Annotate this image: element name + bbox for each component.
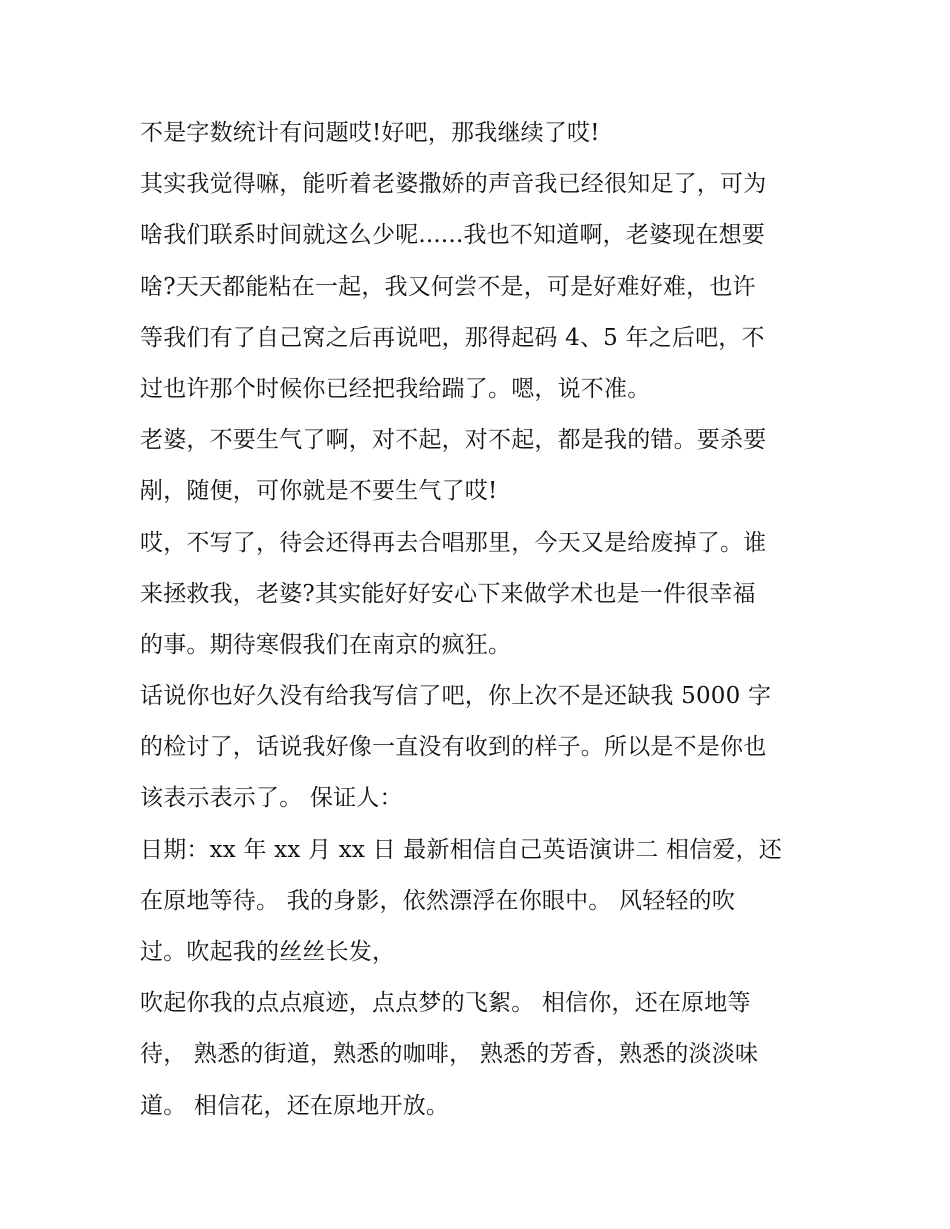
text-line: 其实我觉得嘛，能听着老婆撒娇的声音我已经很知足了，可为: [140, 171, 767, 198]
text-line: 等我们有了自己窝之后再说吧，那得起码 4、5 年之后吧，不: [140, 324, 765, 351]
text-line: 哎，不写了，待会还得再去合唱那里，今天又是给废掉了。谁: [140, 529, 767, 556]
text-line: 话说你也好久没有给我写信了吧，你上次不是还缺我 5000 字: [140, 683, 772, 710]
text-line: 啥?天天都能粘在一起，我又何尝不是，可是好难好难，也许: [140, 273, 756, 300]
text-line: 在原地等待。 我的身影，依然漂浮在你眼中。 风轻轻的吹: [140, 887, 736, 914]
text-line: 过也许那个时候你已经把我给踹了。嗯，说不准。: [140, 375, 651, 402]
text-line: 啥我们联系时间就这么少呢......我也不知道啊，老婆现在想要: [140, 222, 766, 249]
text-line: 的检讨了，话说我好像一直没有收到的样子。所以是不是你也: [140, 734, 767, 761]
text-line: 来拯救我，老婆?其实能好好安心下来做学术也是一件很幸福: [140, 580, 756, 607]
text-line: 的事。期待寒假我们在南京的疯狂。: [140, 631, 512, 658]
document-body: [140, 108, 830, 1132]
text-line: 道。 相信花，还在原地开放。: [140, 1092, 450, 1119]
text-line: 该表示表示了。 保证人：: [140, 785, 403, 812]
text-line: 过。吹起我的丝丝长发，: [140, 939, 396, 965]
text-line: 吹起你我的点点痕迹，点点梦的飞絮。 相信你，还在原地等: [140, 990, 751, 1017]
text-line: 不是字数统计有问题哎!好吧，那我继续了哎!: [140, 120, 600, 146]
text-line: 老婆，不要生气了啊，对不起，对不起，都是我的错。要杀要: [140, 427, 767, 454]
text-line: 剐，随便，可你就是不要生气了哎!: [140, 478, 498, 505]
text-line: 待， 熟悉的街道，熟悉的咖啡， 熟悉的芳香，熟悉的淡淡味: [140, 1041, 759, 1068]
text-line: 日期：xx 年 xx 月 xx 日 最新相信自己英语演讲二 相信爱，还: [140, 836, 783, 863]
